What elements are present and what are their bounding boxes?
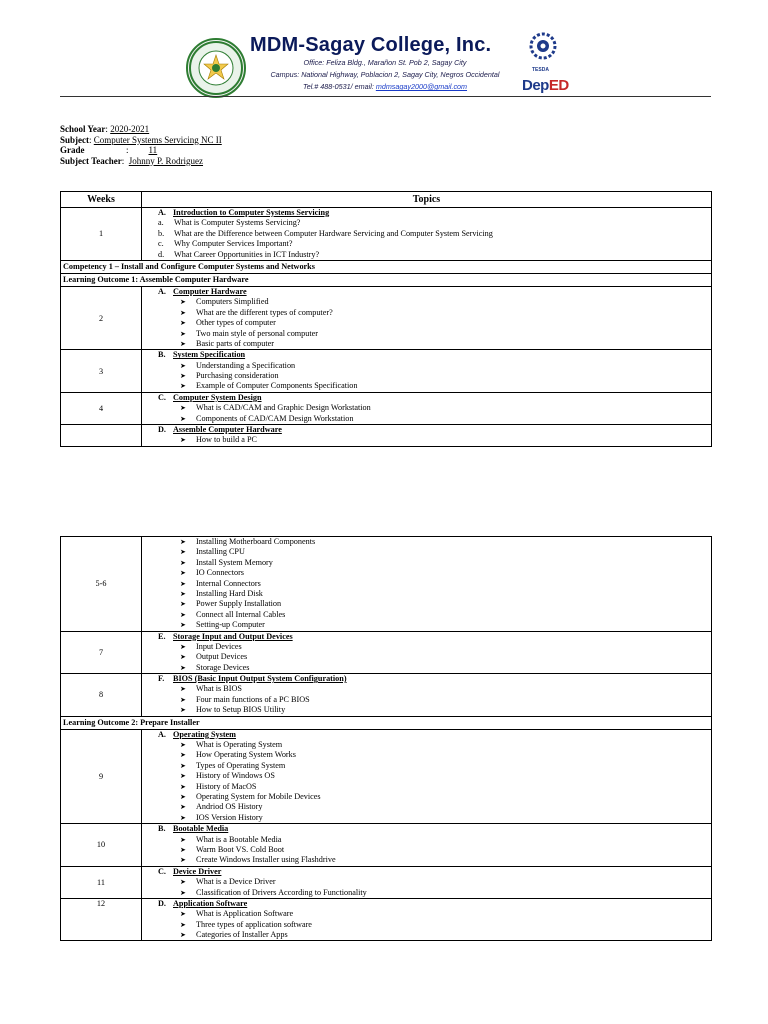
topic-item xyxy=(142,308,711,318)
email-link[interactable]: mdmsagay2000@gmail.com xyxy=(375,82,468,91)
item-text: Power Supply Installation xyxy=(196,599,282,609)
item-text: What is CAD/CAM and Graphic Design Workstation xyxy=(196,403,371,413)
item-text: Two main style of personal computer xyxy=(196,328,318,338)
item-text: Connect all Internal Cables xyxy=(196,609,286,619)
week-cell xyxy=(61,425,142,447)
item-letter: A. xyxy=(158,729,166,739)
topic-item xyxy=(142,877,711,887)
topic-heading xyxy=(142,287,711,297)
topics-cell xyxy=(142,286,712,349)
arrow-bullet-icon: ➤ xyxy=(180,663,186,672)
letterhead xyxy=(0,0,768,100)
table-row xyxy=(61,537,712,632)
item-text: How to Setup BIOS Utility xyxy=(196,705,286,715)
table-row xyxy=(61,425,712,447)
arrow-bullet-icon: ➤ xyxy=(180,878,186,887)
subject-row: Subject: Computer Systems Servicing NC II xyxy=(60,134,222,145)
item-text: System Specification xyxy=(173,350,246,360)
topics-cell xyxy=(142,392,712,424)
arrow-bullet-icon: ➤ xyxy=(180,372,186,381)
topic-item xyxy=(142,229,711,239)
item-text: Storage Devices xyxy=(196,662,250,672)
topic-item xyxy=(142,568,711,578)
item-text: Installing CPU xyxy=(196,547,245,557)
arrow-bullet-icon: ➤ xyxy=(180,404,186,413)
topic-item xyxy=(142,771,711,781)
topic-item xyxy=(142,652,711,662)
arrow-bullet-icon: ➤ xyxy=(180,548,186,557)
topic-item xyxy=(142,329,711,339)
topic-heading xyxy=(142,350,711,360)
topic-item xyxy=(142,435,711,445)
week-cell: 2 xyxy=(61,286,142,349)
item-text: How to build a PC xyxy=(196,435,257,445)
item-text: Installing Hard Disk xyxy=(196,588,263,598)
item-text: Basic parts of computer xyxy=(196,338,274,348)
topic-item xyxy=(142,813,711,823)
office-address: Office: Feliza Bldg., Marañon St. Pob 2, Sagay City xyxy=(303,58,467,67)
arrow-bullet-icon: ➤ xyxy=(180,361,186,370)
arrow-bullet-icon: ➤ xyxy=(180,695,186,704)
section-heading: Learning Outcome 1: Assemble Computer Hardware xyxy=(61,273,712,286)
item-text: Storage Input and Output Devices xyxy=(173,631,293,641)
subject-value: Computer Systems Servicing NC II xyxy=(93,134,222,145)
teacher-row: Subject Teacher: Johnny P. Rodriguez xyxy=(60,155,204,166)
table-row xyxy=(61,273,712,286)
arrow-bullet-icon: ➤ xyxy=(180,642,186,651)
item-letter: E. xyxy=(158,631,166,641)
topic-heading xyxy=(142,425,711,435)
topic-item xyxy=(142,663,711,673)
table-row xyxy=(61,716,712,729)
topic-item xyxy=(142,250,711,260)
item-text: Types of Operating System xyxy=(196,760,286,770)
arrow-bullet-icon: ➤ xyxy=(180,910,186,919)
arrow-bullet-icon: ➤ xyxy=(180,931,186,940)
topics-cell xyxy=(142,898,712,941)
arrow-bullet-icon: ➤ xyxy=(180,813,186,822)
topics-cell xyxy=(142,350,712,393)
week-cell: 4 xyxy=(61,392,142,424)
topic-item xyxy=(142,909,711,919)
topic-heading xyxy=(142,632,711,642)
topics-cell xyxy=(142,824,712,867)
item-text: Installing Motherboard Components xyxy=(196,537,316,546)
topics-cell xyxy=(142,208,712,261)
table-row xyxy=(61,898,712,941)
item-letter: B. xyxy=(158,824,166,834)
tesda-label: TESDA xyxy=(532,67,549,73)
topic-item xyxy=(142,684,711,694)
item-text: What is Application Software xyxy=(196,909,294,919)
table-row xyxy=(61,631,712,674)
item-letter: A. xyxy=(158,286,166,296)
topic-item xyxy=(142,239,711,249)
topic-item xyxy=(142,381,711,391)
item-text: Understanding a Specification xyxy=(196,360,296,370)
item-text: What is BIOS xyxy=(196,684,242,694)
deped-logo: DepED xyxy=(522,77,569,94)
item-letter: B. xyxy=(158,350,166,360)
table-row xyxy=(61,260,712,273)
contact-line xyxy=(250,82,520,91)
topic-heading xyxy=(142,393,711,403)
topic-heading xyxy=(142,208,711,218)
college-seal-logo xyxy=(186,38,246,98)
item-letter: a. xyxy=(158,218,164,228)
arrow-bullet-icon: ➤ xyxy=(180,558,186,567)
topic-item xyxy=(142,599,711,609)
arrow-bullet-icon: ➤ xyxy=(180,782,186,791)
topic-item xyxy=(142,579,711,589)
topics-table-page2 xyxy=(60,536,712,941)
arrow-bullet-icon: ➤ xyxy=(180,803,186,812)
topic-item xyxy=(142,855,711,865)
topic-item xyxy=(142,558,711,568)
topic-item xyxy=(142,610,711,620)
item-letter: C. xyxy=(158,392,166,402)
week-cell: 11 xyxy=(61,866,142,898)
item-text: Operating System xyxy=(173,729,236,739)
topics-cell xyxy=(142,729,712,824)
tesda-logo xyxy=(528,32,558,72)
topic-heading xyxy=(142,824,711,834)
item-text: Example of Computer Components Specification xyxy=(196,381,358,391)
arrow-bullet-icon: ➤ xyxy=(180,436,186,445)
info-block xyxy=(60,124,222,166)
table-row xyxy=(61,350,712,393)
item-text: Output Devices xyxy=(196,652,248,662)
table-row xyxy=(61,208,712,261)
arrow-bullet-icon: ➤ xyxy=(180,308,186,317)
arrow-bullet-icon: ➤ xyxy=(180,685,186,694)
topic-item xyxy=(142,695,711,705)
item-letter: D. xyxy=(158,898,166,908)
week-cell: 9 xyxy=(61,729,142,824)
item-text: Andriod OS History xyxy=(196,802,263,812)
item-text: IOS Version History xyxy=(196,812,263,822)
topic-item xyxy=(142,782,711,792)
item-text: History of MacOS xyxy=(196,781,257,791)
item-text: Three types of application software xyxy=(196,919,312,929)
topic-item xyxy=(142,888,711,898)
item-text: Categories of Installer Apps xyxy=(196,930,288,940)
topic-item xyxy=(142,792,711,802)
arrow-bullet-icon: ➤ xyxy=(180,920,186,929)
topics-cell xyxy=(142,866,712,898)
item-text: BIOS (Basic Input Output System Configuration) xyxy=(173,674,347,684)
school-year-value: 2020-2021 xyxy=(110,124,150,134)
arrow-bullet-icon: ➤ xyxy=(180,772,186,781)
item-text: Install System Memory xyxy=(196,557,273,567)
topic-item xyxy=(142,705,711,715)
topic-item xyxy=(142,920,711,930)
item-text: Application Software xyxy=(173,898,248,908)
topic-heading xyxy=(142,674,711,684)
arrow-bullet-icon: ➤ xyxy=(180,319,186,328)
section-heading: Competency 1 – Install and Configure Computer Systems and Networks xyxy=(61,260,712,273)
arrow-bullet-icon: ➤ xyxy=(180,382,186,391)
topic-item xyxy=(142,750,711,760)
header-divider xyxy=(60,96,711,97)
item-letter: d. xyxy=(158,249,165,259)
item-text: Operating System for Mobile Devices xyxy=(196,791,321,801)
school-year-row: School Year: 2020-2021 xyxy=(60,124,150,134)
item-text: What is Computer Systems Servicing? xyxy=(174,218,301,228)
week-cell: 8 xyxy=(61,674,142,717)
arrow-bullet-icon: ➤ xyxy=(180,845,186,854)
item-text: Computer Hardware xyxy=(173,286,247,296)
table-row xyxy=(61,866,712,898)
item-text: Why Computer Services Important? xyxy=(174,239,293,249)
topics-cell xyxy=(142,674,712,717)
week-cell: 10 xyxy=(61,824,142,867)
topic-item xyxy=(142,371,711,381)
weeks-header: Weeks xyxy=(61,192,142,208)
topics-cell xyxy=(142,537,712,632)
grade-row: Grade : 11 xyxy=(60,145,222,156)
item-text: Bootable Media xyxy=(173,824,229,834)
item-text: Components of CAD/CAM Design Workstation xyxy=(196,413,354,423)
topic-item xyxy=(142,620,711,630)
arrow-bullet-icon: ➤ xyxy=(180,339,186,348)
arrow-bullet-icon: ➤ xyxy=(180,751,186,760)
arrow-bullet-icon: ➤ xyxy=(180,600,186,609)
item-letter: F. xyxy=(158,674,165,684)
topics-cell xyxy=(142,425,712,447)
item-text: Introduction to Computer Systems Servicing xyxy=(173,208,330,217)
campus-address: Campus: National Highway, Poblacion 2, Sagay City, Negros Occidental xyxy=(270,70,500,79)
arrow-bullet-icon: ➤ xyxy=(180,741,186,750)
topic-item xyxy=(142,403,711,413)
arrow-bullet-icon: ➤ xyxy=(180,653,186,662)
topic-item xyxy=(142,589,711,599)
topics-header: Topics xyxy=(142,192,712,208)
item-text: Purchasing consideration xyxy=(196,371,279,381)
topic-heading xyxy=(142,867,711,877)
item-text: Device Driver xyxy=(173,866,222,876)
item-text: Four main functions of a PC BIOS xyxy=(196,694,310,704)
item-text: What are the different types of computer? xyxy=(196,307,333,317)
college-name: MDM-Sagay College, Inc. xyxy=(250,34,492,56)
table-row xyxy=(61,824,712,867)
arrow-bullet-icon: ➤ xyxy=(180,298,186,307)
item-text: What Career Opportunities in ICT Industry? xyxy=(174,249,320,259)
topic-item xyxy=(142,361,711,371)
topic-item xyxy=(142,845,711,855)
item-text: Assemble Computer Hardware xyxy=(173,425,282,435)
arrow-bullet-icon: ➤ xyxy=(180,414,186,423)
item-letter: c. xyxy=(158,239,164,249)
item-text: Other types of computer xyxy=(196,318,276,328)
item-letter: A. xyxy=(158,208,166,217)
arrow-bullet-icon: ➤ xyxy=(180,569,186,578)
arrow-bullet-icon: ➤ xyxy=(180,835,186,844)
tel-text: Tel.# 488-0531/ email: xyxy=(302,82,376,91)
item-text: What is a Device Driver xyxy=(196,877,276,887)
table-row xyxy=(61,392,712,424)
arrow-bullet-icon: ➤ xyxy=(180,538,186,546)
item-text: What is a Bootable Media xyxy=(196,834,282,844)
topic-heading xyxy=(142,730,711,740)
arrow-bullet-icon: ➤ xyxy=(180,621,186,630)
topic-item xyxy=(142,835,711,845)
item-letter: D. xyxy=(158,425,166,435)
item-text: Computers Simplified xyxy=(196,297,269,307)
item-letter: b. xyxy=(158,228,165,238)
arrow-bullet-icon: ➤ xyxy=(180,579,186,588)
item-text: Computer System Design xyxy=(173,392,262,402)
table-row xyxy=(61,674,712,717)
topic-item xyxy=(142,318,711,328)
topic-item xyxy=(142,339,711,349)
topics-table-page1 xyxy=(60,191,712,447)
topic-heading xyxy=(142,899,711,909)
topic-item xyxy=(142,642,711,652)
topic-item xyxy=(142,297,711,307)
topics-cell xyxy=(142,631,712,674)
item-text: History of Windows OS xyxy=(196,771,275,781)
teacher-value: Johnny P. Rodriguez xyxy=(128,155,204,166)
arrow-bullet-icon: ➤ xyxy=(180,792,186,801)
week-cell: 12 xyxy=(61,898,142,941)
arrow-bullet-icon: ➤ xyxy=(180,589,186,598)
topic-item xyxy=(142,802,711,812)
topic-item xyxy=(142,414,711,424)
week-cell: 7 xyxy=(61,631,142,674)
item-text: Create Windows Installer using Flashdrive xyxy=(196,855,336,865)
item-text: Internal Connectors xyxy=(196,578,261,588)
item-text: Warm Boot VS. Cold Boot xyxy=(196,844,285,854)
topic-item xyxy=(142,740,711,750)
item-text: Setting-up Computer xyxy=(196,620,265,630)
arrow-bullet-icon: ➤ xyxy=(180,888,186,897)
arrow-bullet-icon: ➤ xyxy=(180,761,186,770)
item-text: What is Operating System xyxy=(196,740,283,750)
arrow-bullet-icon: ➤ xyxy=(180,610,186,619)
item-text: What are the Difference between Computer Hardware Servicing and Computer System Servicing xyxy=(174,228,493,238)
arrow-bullet-icon: ➤ xyxy=(180,706,186,715)
topic-item xyxy=(142,930,711,940)
topic-item xyxy=(142,761,711,771)
item-text: How Operating System Works xyxy=(196,750,296,760)
week-cell: 1 xyxy=(61,208,142,261)
arrow-bullet-icon: ➤ xyxy=(180,329,186,338)
week-cell: 3 xyxy=(61,350,142,393)
item-text: Input Devices xyxy=(196,641,242,651)
table-row xyxy=(61,286,712,349)
item-text: IO Connectors xyxy=(196,568,244,578)
week-cell: 5-6 xyxy=(61,537,142,632)
item-text: Classification of Drivers According to Functionality xyxy=(196,887,367,897)
section-heading: Learning Outcome 2: Prepare Installer xyxy=(61,716,712,729)
arrow-bullet-icon: ➤ xyxy=(180,856,186,865)
grade-value: 11 xyxy=(148,145,158,155)
item-letter: C. xyxy=(158,866,166,876)
topic-item xyxy=(142,547,711,557)
table-row xyxy=(61,729,712,824)
topic-item xyxy=(142,537,711,547)
topic-item xyxy=(142,218,711,228)
